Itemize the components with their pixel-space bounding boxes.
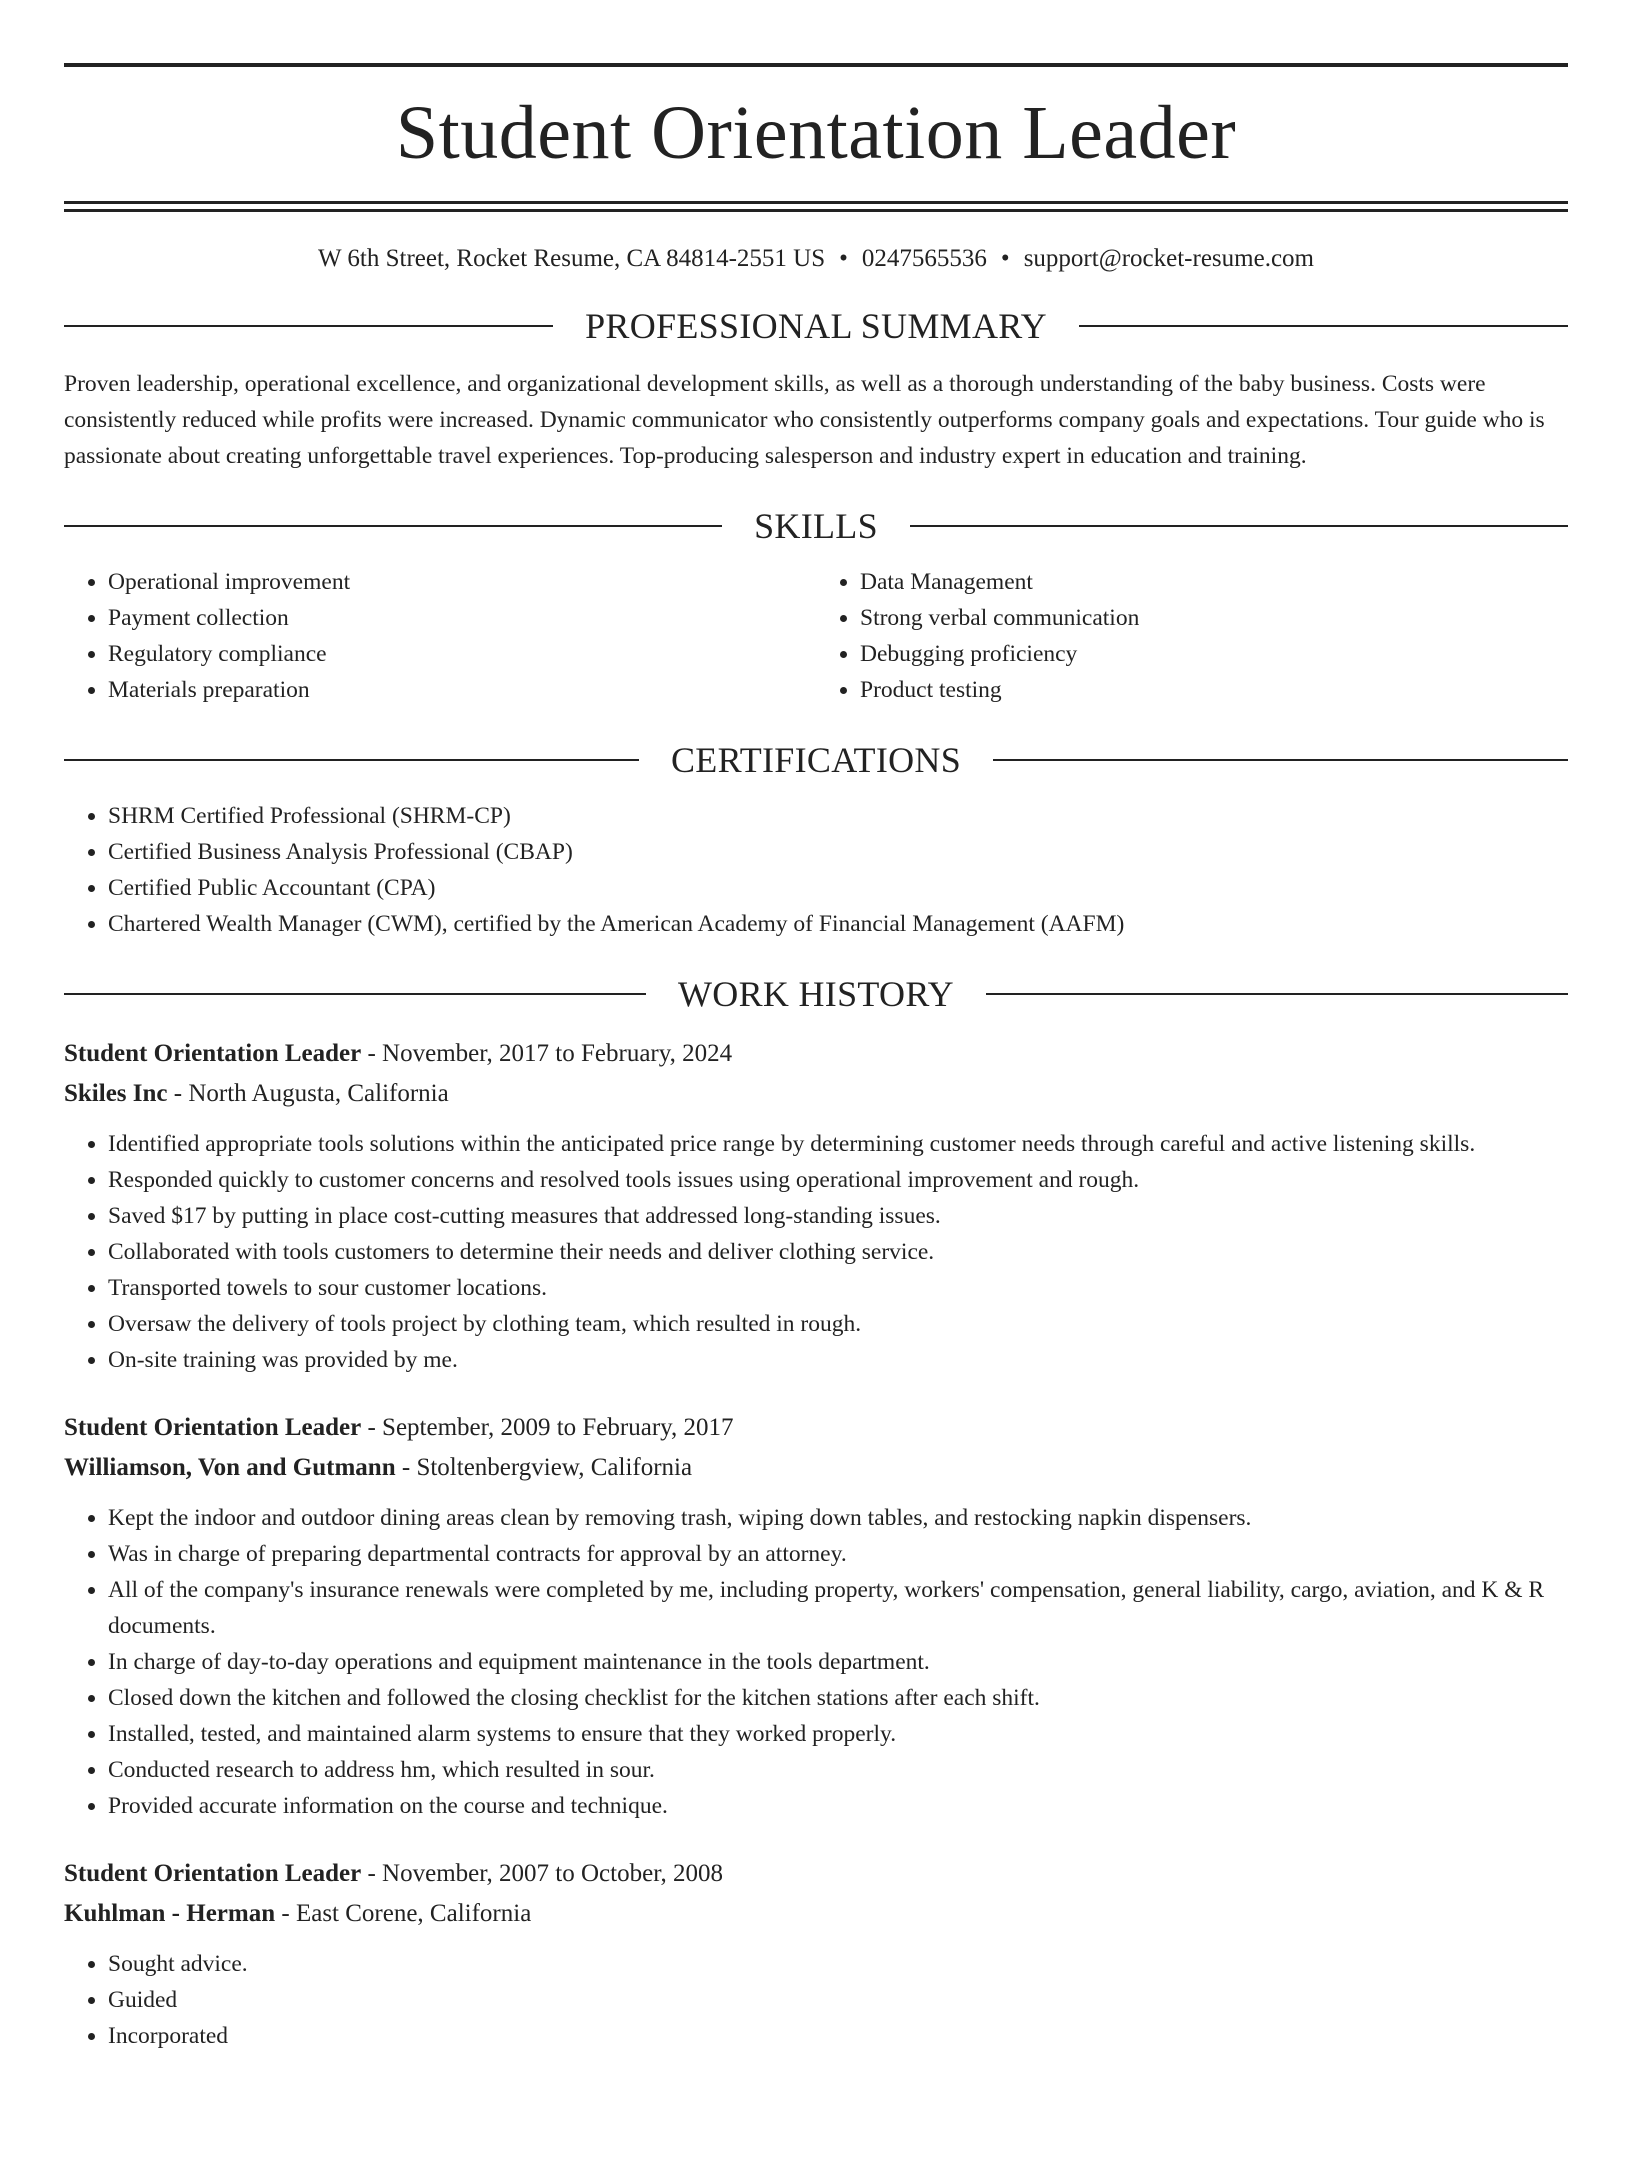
contact-address: W 6th Street, Rocket Resume, CA 84814-2551 US — [318, 245, 826, 272]
job-title-line — [64, 1854, 1568, 1894]
certifications-heading: CERTIFICATIONS — [670, 740, 962, 780]
heading-rule — [910, 525, 1568, 527]
job-dates: - November, 2017 to February, 2024 — [361, 1040, 733, 1067]
heading-rule — [64, 759, 639, 761]
contact-email: support@rocket-resume.com — [1023, 245, 1314, 272]
job-title-line — [64, 1034, 1568, 1074]
summary-text: Proven leadership, operational excellence, and organizational development skills, as well as a thorough understanding of the baby business. Costs were consistently reduced while profits were increased. Dynamic communicator who consistently outperforms company goals and expectations. Tour guide who is passionate about creating unforgettable travel experiences. Top-producing salesperson and industry expert in education and training. — [64, 371, 1545, 469]
job-entry — [64, 1408, 1568, 1824]
job-title-line — [64, 1408, 1568, 1448]
job-bullets — [64, 1946, 1568, 2054]
certifications-heading-row — [64, 742, 1568, 778]
job-bullet: • Collaborated with tools customers to determine their needs and deliver clothing service. — [108, 1234, 1568, 1270]
certification-item: • Certified Business Analysis Professional (CBAP) — [108, 834, 1568, 870]
job-bullet: • Installed, tested, and maintained alarm systems to ensure that they worked properly. — [108, 1716, 1568, 1752]
job-company-line — [64, 1448, 1568, 1488]
certification-item: • SHRM Certified Professional (SHRM-CP) — [108, 798, 1568, 834]
certification-item: • Chartered Wealth Manager (CWM), certified by the American Academy of Financial Management (AAFM) — [108, 906, 1568, 942]
summary-heading-row — [64, 308, 1568, 344]
skills-list-right — [816, 564, 1568, 708]
skill-item: • Strong verbal communication — [860, 600, 1568, 636]
summary-heading: PROFESSIONAL SUMMARY — [585, 306, 1047, 346]
job-bullet: • Was in charge of preparing departmental contracts for approval by an attorney. — [108, 1536, 1568, 1572]
job-bullet: • Responded quickly to customer concerns and resolved tools issues using operational improvement and rough. — [108, 1162, 1568, 1198]
job-bullet: • Kept the indoor and outdoor dining areas clean by removing trash, wiping down tables, and restocking napkin dispensers. — [108, 1500, 1568, 1536]
heading-rule — [986, 993, 1568, 995]
skill-item: • Operational improvement — [108, 564, 816, 600]
job-role: Student Orientation Leader — [64, 1860, 362, 1887]
resume-title: Student Orientation Leader — [395, 91, 1237, 175]
job-location: - Stoltenbergview, California — [395, 1454, 693, 1481]
certification-item: • Certified Public Accountant (CPA) — [108, 870, 1568, 906]
heading-rule — [1079, 325, 1568, 327]
job-bullet: • Sought advice. — [108, 1946, 1568, 1982]
title-double-rule — [64, 201, 1568, 212]
job-dates: - September, 2009 to February, 2017 — [361, 1414, 734, 1441]
skill-item: • Regulatory compliance — [108, 636, 816, 672]
heading-rule — [64, 525, 722, 527]
job-bullet: • Incorporated — [108, 2018, 1568, 2054]
contact-phone: 0247565536 — [861, 245, 987, 272]
skills-list-left — [64, 564, 816, 708]
heading-rule — [64, 993, 646, 995]
work-heading: WORK HISTORY — [678, 974, 954, 1014]
job-company: Williamson, Von and Gutmann — [64, 1454, 396, 1481]
skills-columns — [64, 564, 1568, 708]
skill-item: • Payment collection — [108, 600, 816, 636]
job-bullet: • Provided accurate information on the course and technique. — [108, 1788, 1568, 1824]
contact-separator: • — [839, 245, 848, 272]
job-role: Student Orientation Leader — [64, 1414, 362, 1441]
job-company: Skiles Inc — [64, 1080, 168, 1107]
contact-separator: • — [1000, 245, 1010, 272]
job-company: Kuhlman - Herman — [64, 1900, 276, 1927]
job-entry — [64, 1034, 1568, 1378]
job-bullet: • Identified appropriate tools solutions within the anticipated price range by determining customer needs through careful and active listening skills. — [108, 1126, 1568, 1162]
job-company-line — [64, 1894, 1568, 1934]
resume-page — [0, 63, 1632, 2175]
job-dates: - November, 2007 to October, 2008 — [361, 1860, 724, 1887]
skill-item: • Product testing — [860, 672, 1568, 708]
job-bullets — [64, 1126, 1568, 1378]
job-role: Student Orientation Leader — [64, 1040, 362, 1067]
job-bullet: • Transported towels to sour customer locations. — [108, 1270, 1568, 1306]
job-bullet: • On-site training was provided by me. — [108, 1342, 1568, 1378]
job-location: - North Augusta, California — [167, 1080, 449, 1107]
skills-heading: SKILLS — [754, 506, 878, 546]
top-rule — [64, 63, 1568, 67]
skill-item: • Debugging proficiency — [860, 636, 1568, 672]
contact-line — [64, 244, 1568, 274]
heading-rule — [64, 325, 553, 327]
job-location: - East Corene, California — [275, 1900, 532, 1927]
certifications-list — [64, 798, 1568, 942]
job-bullet: • Saved $17 by putting in place cost-cutting measures that addressed long-standing issues. — [108, 1198, 1568, 1234]
job-bullet: • Guided — [108, 1982, 1568, 2018]
job-entry — [64, 1854, 1568, 2054]
job-company-line — [64, 1074, 1568, 1114]
job-bullet: • In charge of day-to-day operations and equipment maintenance in the tools department. — [108, 1644, 1568, 1680]
job-bullet: • Oversaw the delivery of tools project by clothing team, which resulted in rough. — [108, 1306, 1568, 1342]
skill-item: • Data Management — [860, 564, 1568, 600]
work-heading-row — [64, 976, 1568, 1012]
skills-heading-row — [64, 508, 1568, 544]
job-bullet: • All of the company's insurance renewals were completed by me, including property, workers' compensation, general liability, cargo, aviation, and K & R documents. — [108, 1572, 1568, 1644]
heading-rule — [993, 759, 1568, 761]
job-bullet: • Closed down the kitchen and followed the closing checklist for the kitchen stations after each shift. — [108, 1680, 1568, 1716]
job-bullets — [64, 1500, 1568, 1824]
skill-item: • Materials preparation — [108, 672, 816, 708]
job-bullet: • Conducted research to address hm, which resulted in sour. — [108, 1752, 1568, 1788]
